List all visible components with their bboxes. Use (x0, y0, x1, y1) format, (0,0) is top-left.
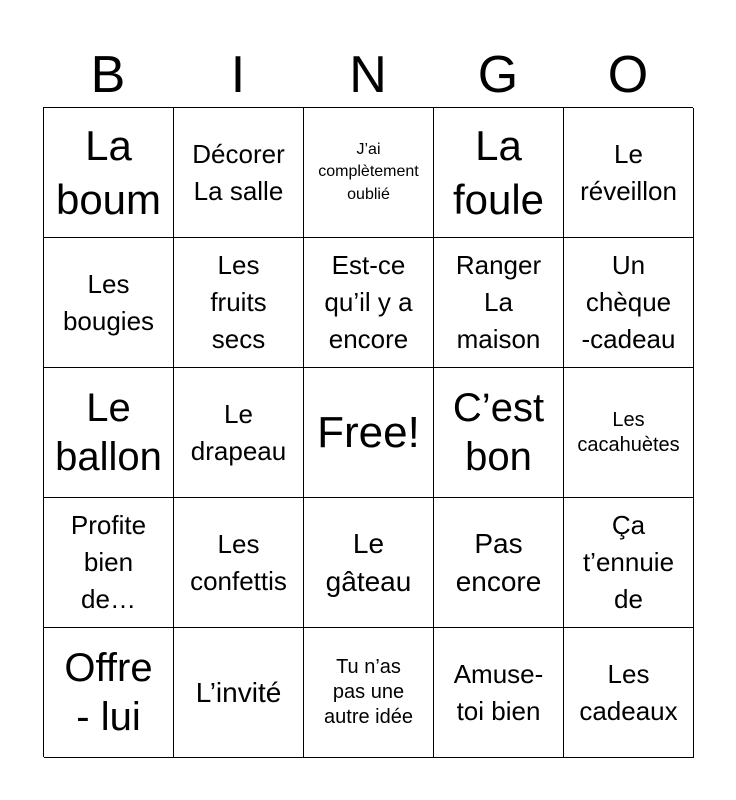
bingo-cell (564, 238, 694, 368)
cell-text: C’est bon (452, 385, 545, 479)
bingo-cell (564, 108, 694, 238)
bingo-cell (174, 498, 304, 628)
cell-text: Pas encore (455, 527, 542, 597)
bingo-cell (174, 628, 304, 758)
bingo-cell (44, 108, 174, 238)
bingo-header (43, 44, 693, 106)
cell-text: La foule (452, 121, 545, 223)
bingo-cell (434, 108, 564, 238)
cell-text: Le drapeau (190, 398, 287, 466)
bingo-cell (304, 238, 434, 368)
cell-text: Les bougies (62, 268, 155, 336)
cell-text: Le gâteau (325, 527, 412, 597)
cell-text: Ça t’ennuie de (582, 510, 675, 614)
bingo-cell (434, 628, 564, 758)
bingo-cell (44, 498, 174, 628)
cell-text: Offre - lui (64, 645, 153, 739)
header-letter-b: B (90, 46, 126, 104)
cell-text: Les fruits secs (210, 250, 267, 354)
bingo-cell (174, 108, 304, 238)
cell-text: Profite bien de… (70, 510, 147, 614)
bingo-cell (434, 368, 564, 498)
bingo-cell (434, 238, 564, 368)
cell-text: Décorer La salle (192, 138, 285, 206)
header-letter-g: G (477, 46, 519, 104)
cell-text: L’invité (195, 676, 282, 708)
cell-text: J’ai complètement oublié (318, 140, 419, 203)
cell-text: Ranger La maison (455, 250, 542, 354)
header-letter-n: N (349, 46, 387, 104)
bingo-cell (174, 368, 304, 498)
bingo-board (43, 107, 693, 757)
bingo-cell (564, 628, 694, 758)
bingo-cell (44, 368, 174, 498)
bingo-cell (174, 238, 304, 368)
cell-text: La boum (55, 121, 162, 223)
cell-text: Est-ce qu’il y a encore (324, 250, 413, 354)
cell-text: Tu n’as pas une autre idée (324, 656, 413, 728)
cell-text: Amuse- toi bien (453, 658, 544, 726)
cell-text: Les cadeaux (579, 658, 678, 726)
bingo-cell (434, 498, 564, 628)
header-letter-o: O (607, 46, 649, 104)
bingo-cell (564, 368, 694, 498)
bingo-cell (44, 238, 174, 368)
free-space-label: Free! (317, 407, 420, 457)
bingo-cell (304, 108, 434, 238)
free-space-cell (304, 368, 434, 498)
header-letter-i: I (230, 46, 246, 104)
cell-text: Les cacahuètes (577, 408, 680, 456)
cell-text: Les confettis (190, 528, 287, 596)
cell-text: Un chèque -cadeau (581, 250, 676, 354)
bingo-cell (304, 498, 434, 628)
cell-text: Le ballon (55, 385, 162, 479)
cell-text: Le réveillon (580, 138, 677, 206)
bingo-cell (44, 628, 174, 758)
bingo-cell (304, 628, 434, 758)
bingo-cell (564, 498, 694, 628)
